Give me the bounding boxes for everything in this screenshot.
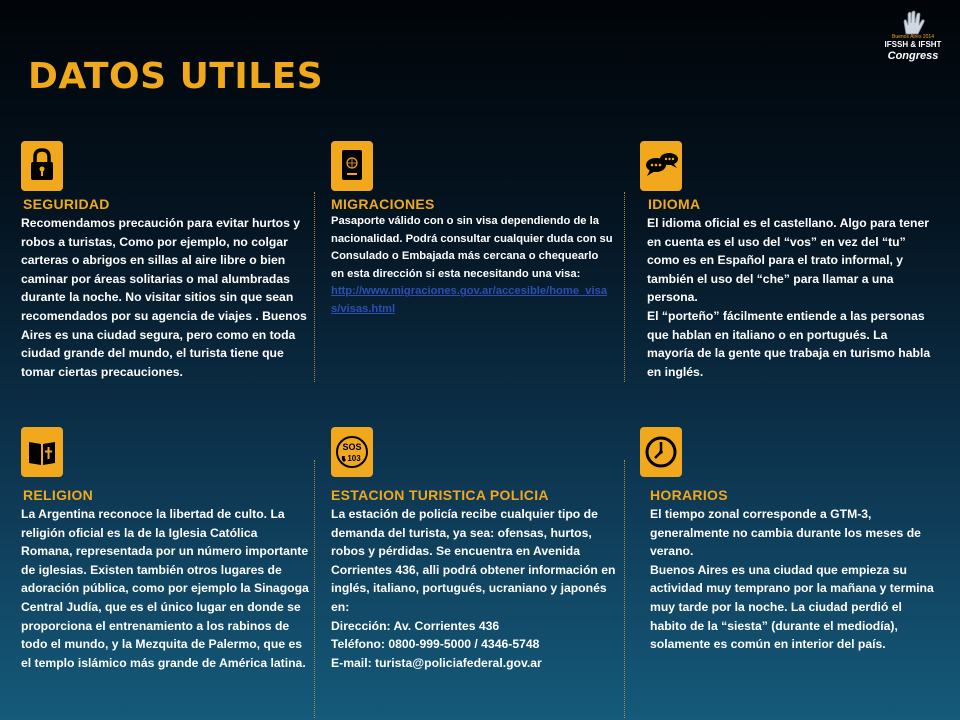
idioma-text-2: El “porteño” fácilmente entiende a las personas que hablan en italiano o en portugués. La mayoría de la gente que trabaja en turismo habla en inglés.	[647, 308, 931, 379]
logo-line-2: Congress	[887, 50, 939, 62]
divider-2	[624, 192, 625, 382]
passport-icon	[331, 141, 373, 191]
seguridad-heading: SEGURIDAD	[23, 196, 110, 212]
idioma-heading: IDIOMA	[648, 196, 701, 212]
policia-text: La estación de policía recibe cualquier tipo de demanda del turista, ya sea: ofensas, hurtos, robos y pérdidas. Se encuentra en Avenida Corrientes 436, alli podrá obtener información en inglés, italiano, portugués, ucraniano y japonés en:	[331, 507, 616, 614]
religion-icon-tile	[21, 427, 63, 477]
logo-tagline: Buenos Aires 2014	[892, 34, 934, 40]
policia-heading: ESTACION TURISTICA POLICIA	[331, 487, 549, 503]
divider-4	[624, 460, 625, 718]
clock-icon	[640, 427, 682, 477]
policia-icon-tile	[331, 427, 373, 477]
migraciones-heading: MIGRACIONES	[331, 196, 435, 212]
svg-text:SOS: SOS	[342, 442, 362, 452]
idioma-text-1: El idioma oficial es el castellano. Algo para tener en cuenta es el uso del “vos” en vez del “tu” como es en Español para el trato informal, y también el uso del “che” para llamar a una persona.	[647, 216, 929, 305]
divider-1	[314, 192, 315, 382]
horarios-icon-tile	[640, 427, 682, 477]
bible-icon	[21, 427, 63, 477]
policia-address: Dirección: Av. Corrientes 436	[331, 618, 500, 633]
hand-logo-icon	[898, 10, 928, 36]
policia-body	[331, 505, 618, 672]
lock-icon	[21, 141, 63, 191]
migraciones-text: Pasaporte válido con o sin visa dependiendo de la nacionalidad. Podrá consultar cualquier duda con su Consulado o Embajada más cercana o chequearlo en esta dirección si esta necesitando una visa:	[331, 215, 613, 280]
idioma-body	[647, 214, 937, 381]
policia-email: E-mail: turista@policiafederal.gov.ar	[331, 655, 542, 670]
svg-text:103: 103	[347, 454, 361, 463]
horarios-text-2: Buenos Aires es una ciudad que empieza su actividad muy temprano por la mañana y termina muy tarde por la noche. La ciudad perdió el habito de la “siesta” (durante el mediodía), solamente es común en interior del país.	[650, 562, 934, 652]
idioma-icon-tile	[640, 141, 682, 191]
logo-line-1: IFSSH & IFSHT	[884, 40, 942, 49]
visas-link[interactable]: http://www.migraciones.gov.ar/accesible/home_visas/visas.html	[331, 285, 608, 315]
divider-3	[314, 460, 315, 718]
sos-103-icon	[331, 427, 373, 477]
migraciones-icon-tile	[331, 141, 373, 191]
religion-heading: RELIGION	[23, 487, 94, 503]
seguridad-text: Recomendamos precaución para evitar hurtos y robos a turistas, Como por ejemplo, no colgar carteras o abrigos en sillas al aire libre o bien caminar por áreas solitarias o mal alumbradas durante la noche. No visitar sitios sin que sean recomendados por su agencia de viajes . Buenos Aires es una ciudad segura, pero como en toda ciudad grande del mundo, el turista tiene que tomar ciertas precauciones.	[21, 216, 307, 379]
religion-text: La Argentina reconoce la libertad de culto. La religión oficial es la de la Iglesia Católica Romana, representada por un número importante de iglesias. Existen también otros lugares de adoración pública, como por ejemplo la Sinagoga Central Judía, que es el único lugar en donde se proporciona el entrenamiento a los rabinos de todo el mundo, y la Mezquita de Palermo, que es el templo islámico más grande de América latina.	[21, 507, 309, 670]
seguridad-icon-tile	[21, 141, 63, 191]
page-title: DATOS UTILES	[28, 56, 324, 97]
congress-logo	[884, 10, 942, 64]
horarios-body	[650, 505, 940, 654]
horarios-heading: HORARIOS	[650, 487, 728, 503]
horarios-text-1: El tiempo zonal corresponde a GTM-3, generalmente no cambia durante los meses de verano.	[650, 507, 921, 559]
speech-bubbles-icon	[640, 141, 682, 191]
migraciones-body	[331, 213, 614, 319]
policia-phone: Teléfono: 0800-999-5000 / 4346-5748	[331, 637, 540, 652]
